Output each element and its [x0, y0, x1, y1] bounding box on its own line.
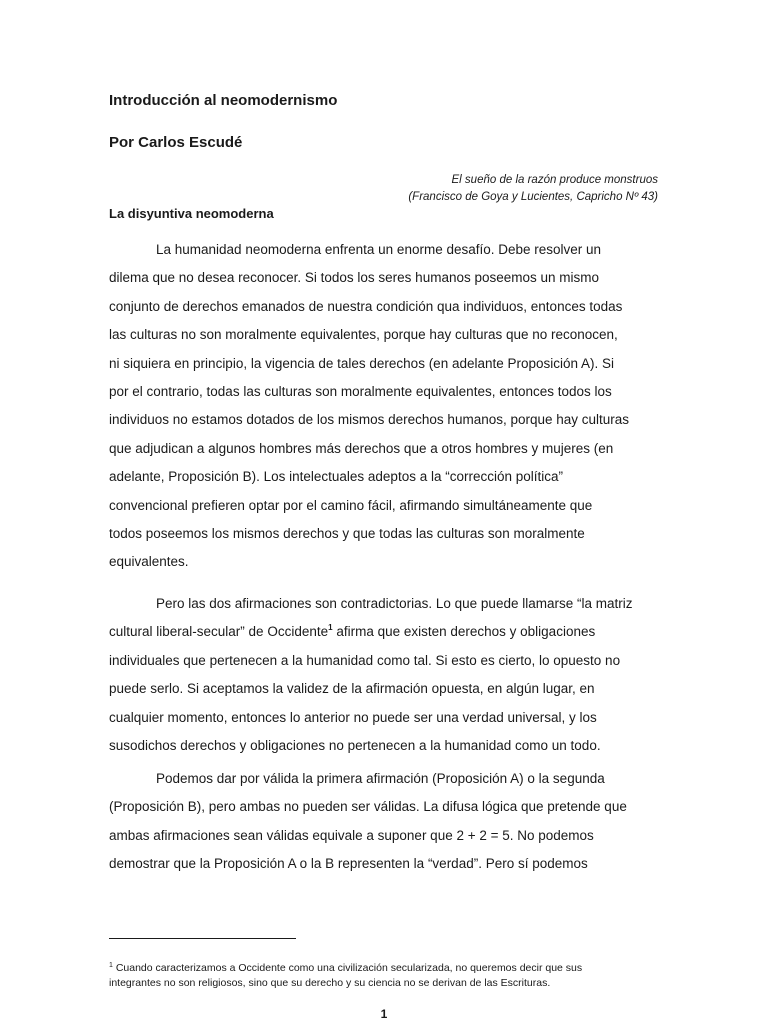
author-line: Por Carlos Escudé	[109, 134, 243, 151]
paragraph-line: demostrar que la Proposición A o la B representen la “verdad”. Pero sí podemos	[109, 856, 588, 872]
epigraph-quote: El sueño de la razón produce monstruos	[451, 174, 658, 186]
section-heading: La disyuntiva neomoderna	[109, 206, 274, 221]
paragraph-line: susodichos derechos y obligaciones no pertenecen a la humanidad como un todo.	[109, 738, 601, 754]
paragraph-line: conjunto de derechos emanados de nuestra condición qua individuos, entonces todas	[109, 298, 623, 314]
footnote	[109, 961, 669, 991]
paragraph-2	[109, 590, 661, 760]
paragraph-line-part: cultural liberal-secular” de Occidente	[109, 624, 329, 640]
paragraph-line: (Proposición B), pero ambas no pueden ser válidas. La difusa lógica que pretende que	[109, 799, 627, 815]
paragraph-line: individuales que pertenecen a la humanidad como tal. Si esto es cierto, lo opuesto no	[109, 652, 621, 668]
paragraph-line	[109, 618, 661, 646]
paragraph-line: ambas afirmaciones sean válidas equivale a suponer que 2 + 2 = 5. No podemos	[109, 827, 594, 843]
paragraph-1	[109, 236, 661, 577]
paragraph-line: La humanidad neomoderna enfrenta un enorme desafío. Debe resolver un	[156, 242, 602, 257]
paragraph-line: Pero las dos afirmaciones son contradictorias. Lo que puede llamarse “la matriz	[156, 596, 633, 611]
paragraph-line: las culturas no son moralmente equivalentes, porque hay culturas que no reconocen,	[109, 327, 618, 343]
paragraph-line: adelante, Proposición B). Los intelectuales adeptos a la “corrección política”	[109, 469, 564, 485]
footnote-line: integrantes no son religiosos, sino que su derecho y su ciencia no se derivan de las Escrituras.	[109, 977, 551, 989]
footnote-line	[109, 961, 669, 976]
paragraph-line: que adjudican a algunos hombres más derechos que a otros hombres y mujeres (en	[109, 440, 614, 456]
footnote-text: Cuando caracterizamos a Occidente como una civilización secularizada, no queremos decir que sus	[112, 962, 583, 974]
document-title: Introducción al neomodernismo	[109, 92, 338, 109]
paragraph-line: puede serlo. Si aceptamos la validez de la afirmación opuesta, en algún lugar, en	[109, 681, 595, 697]
paragraph-line: equivalentes.	[109, 554, 189, 570]
paragraph-line: individuos no estamos dotados de los mismos derechos humanos, porque hay culturas	[109, 412, 630, 428]
paragraph-line: dilema que no desea reconocer. Si todos los seres humanos poseemos un mismo	[109, 270, 600, 286]
paragraph-line: por el contrario, todas las culturas son moralmente equivalentes, entonces todos los	[109, 384, 612, 400]
footnote-divider	[109, 938, 296, 939]
paragraph-line: todos poseemos los mismos derechos y que todas las culturas son moralmente	[109, 526, 585, 542]
paragraph-line-part: afirma que existen derechos y obligaciones	[332, 624, 596, 640]
footnote-reference[interactable]: 1	[328, 623, 333, 633]
epigraph-attribution: (Francisco de Goya y Lucientes, Capricho Nº 43)	[408, 191, 658, 203]
paragraph-line: convencional prefieren optar por el camino fácil, afirmando simultáneamente que	[109, 497, 593, 513]
paragraph-line: ni siquiera en principio, la vigencia de tales derechos (en adelante Proposición A). Si	[109, 355, 615, 371]
paragraph-line: Podemos dar por válida la primera afirmación (Proposición A) o la segunda	[156, 771, 605, 786]
page-number: 1	[380, 1007, 388, 1021]
footnote-number: 1	[109, 962, 113, 969]
paragraph-line: cualquier momento, entonces lo anterior no puede ser una verdad universal, y los	[109, 709, 597, 725]
paragraph-3	[109, 765, 661, 879]
epigraph	[408, 172, 658, 206]
